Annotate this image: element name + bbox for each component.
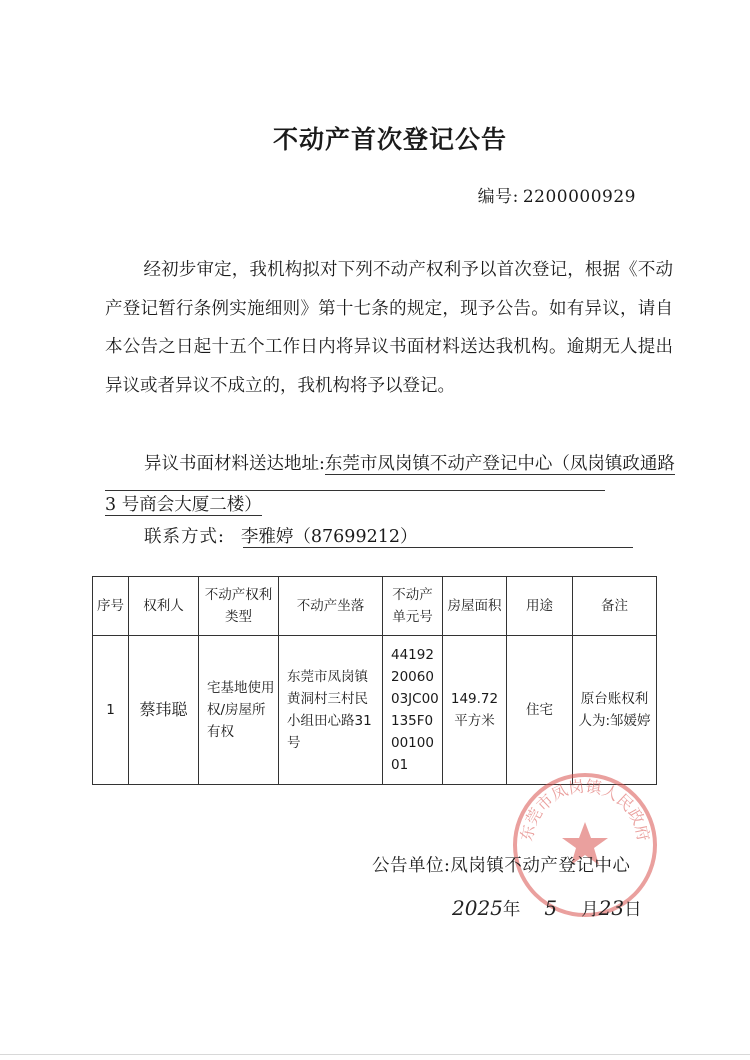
cell-holder: 蔡玮聪 [129,636,199,785]
header-cell: 不动产单元号 [383,577,443,636]
header-cell: 备注 [573,577,657,636]
contact-underline [243,547,633,548]
header-cell: 不动产权利类型 [199,577,279,636]
cell-unit-no: 441922006003JC00135F00010001 [383,636,443,785]
cell-no: 1 [93,636,129,785]
registration-table [92,576,657,785]
contact-label: 联系方式: [144,527,225,547]
issuer [372,852,630,877]
header-cell: 房屋面积 [443,577,507,636]
address-underline [105,490,605,491]
handwritten-date [452,896,642,921]
contact-value: 李雅婷（87699212） [240,527,418,547]
seal-text: 东莞市凤岗镇人民政府 [516,776,654,843]
notice-body: 经初步审定，我机构拟对下列不动产权利予以首次登记，根据《不动产登记暂行条例实施细则》第十七条的规定，现予公告。如有异议，请自本公告之日起十五个工作日内将异议书面材料送达我机构。逾期无人提出异议或者异议不成立的，我机构将予以登记。 [105,260,673,396]
objection-address-label: 异议书面材料送达地址: [144,454,325,474]
header-cell: 权利人 [129,577,199,636]
issuer-label: 公告单位: [372,856,451,876]
date-day: 23 [598,896,625,920]
header-cell: 不动产坐落 [279,577,383,636]
cell-area: 149.72平方米 [443,636,507,785]
document-number [478,182,636,207]
cell-location: 东莞市凤岗镇黄洞村三村民小组田心路31号 [279,636,383,785]
date-month: 5 [544,896,558,920]
header-cell: 序号 [93,577,129,636]
issuer-value: 凤岗镇不动产登记中心 [450,856,631,876]
date-day-unit: 日 [624,900,642,920]
table-header-row [93,577,657,636]
header-cell: 用途 [507,577,573,636]
date-month-unit: 月 [581,900,599,920]
cell-remark: 原台账权利人为:邹媛婷 [573,636,657,785]
objection-address-value: 东莞市凤岗镇不动产登记中心（凤岗镇政通路 3 号商会大厦二楼） [105,454,675,515]
objection-address [105,444,683,526]
cell-usage: 住宅 [507,636,573,785]
page-edge-line [0,1054,750,1055]
cell-right-type: 宅基地使用权/房屋所有权 [199,636,279,785]
date-year: 2025 [452,896,503,920]
document-number-label: 编号: [477,187,519,207]
date-year-unit: 年 [502,900,521,920]
document-title: 不动产首次登记公告 [272,125,507,154]
document-number-value: 2200000929 [522,187,636,207]
table-row [93,636,657,785]
